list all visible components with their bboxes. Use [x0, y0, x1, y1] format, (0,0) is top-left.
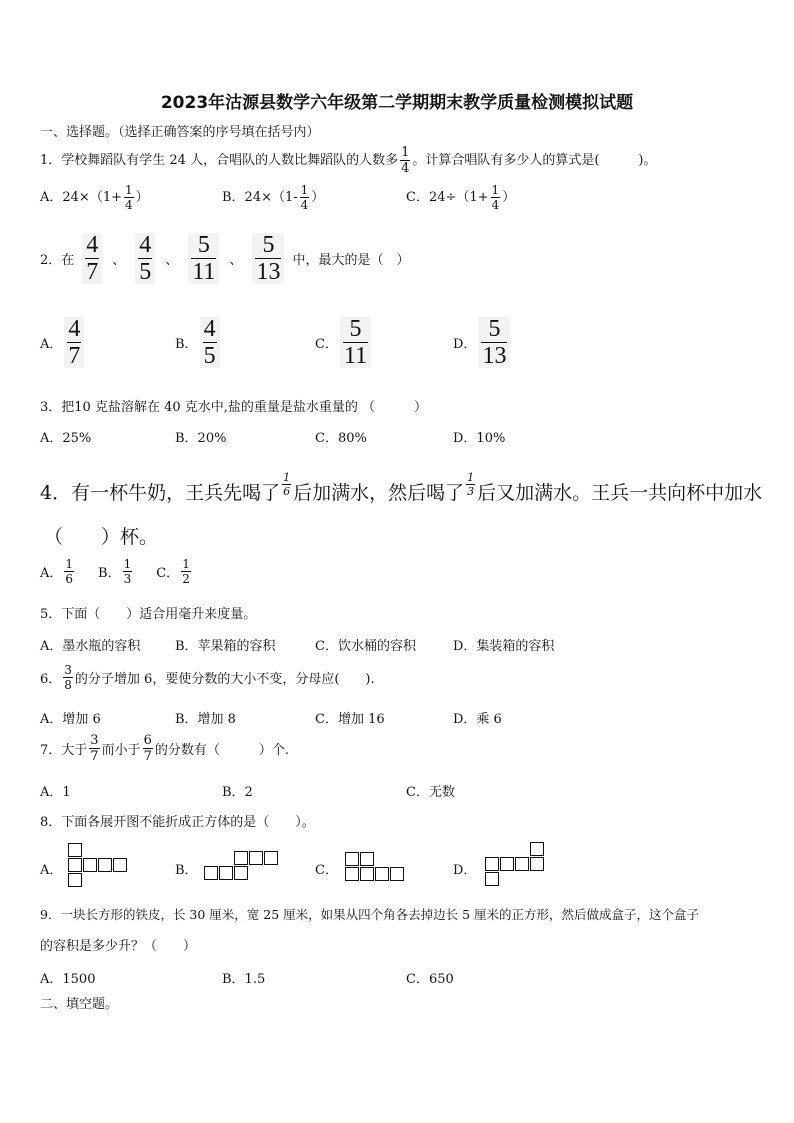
question-2: 2．在 $\frac{4}{7}$ 、 $\frac{4}{5}$ 、 $\frac{5}{11}$ 、 $\frac{5}{13}$ 中，最大的是（ ） [40, 232, 410, 285]
q8-label-c: C． [315, 863, 338, 878]
question-5: 5．下面（ ）适合用毫升来度量。 [40, 607, 257, 622]
q3-option-c: C．80% [315, 431, 367, 446]
section-1-heading: 一、选择题。（选择正确答案的序号填在括号内） [40, 125, 320, 140]
q1-option-c: C．24÷（1+ $\frac{1}{4}$ ） [406, 183, 516, 212]
q4-option-a: A． $\frac{1}{6}$ [40, 557, 74, 586]
q1-fraction: $\frac{1}{4}$ [401, 145, 410, 176]
q5-option-a: A．墨水瓶的容积 [40, 639, 141, 654]
q2-option-c: C． $\frac{5}{11}$ [315, 317, 373, 368]
q8-label-d: D． [453, 863, 477, 878]
q6-option-a: A．增加 6 [40, 712, 101, 727]
q7-option-b: B．2 [222, 785, 253, 800]
q4-option-c: C． $\frac{1}{2}$ [156, 557, 190, 586]
question-9: 9．一块长方形的铁皮，长 30 厘米，宽 25 厘米，如果从四个角各去掉边长 5 厘米的正方形，然后做成盒子，这个盒子 [40, 907, 700, 922]
question-7: 7．大于 $\frac{3}{7}$ 而小于 $\frac{6}{7}$ 的分数有（ ）个. [40, 733, 289, 764]
q5-option-b: B．苹果箱的容积 [175, 639, 276, 654]
q3-option-b: B．20% [175, 431, 227, 446]
q2-option-a: A． $\frac{4}{7}$ [40, 317, 86, 368]
q8-label-b: B． [175, 863, 198, 878]
q5-option-c: C．饮水桶的容积 [315, 639, 416, 654]
q6-option-d: D．乘 6 [453, 712, 502, 727]
question-9-line2: 的容积是多少升？（ ） [40, 939, 197, 954]
q9-option-b: B．1.5 [222, 972, 266, 987]
q9-option-a: A．1500 [40, 972, 96, 987]
q2-option-d: D． $\frac{5}{13}$ [453, 317, 512, 368]
q1-option-a: A．24×（1+ $\frac{1}{4}$ ） [40, 183, 149, 212]
question-8: 8．下面各展开图不能折成正方体的是（ ）。 [40, 815, 315, 830]
q1-stem-post: 。计算合唱队有多少人的算式是( )。 [412, 153, 657, 168]
q6-option-b: B．增加 8 [175, 712, 236, 727]
q3-option-d: D．10% [453, 431, 506, 446]
q9-option-c: C．650 [406, 972, 454, 987]
question-3: 3．把10 克盐溶解在 40 克水中,盐的重量是盐水重量的 （ ） [40, 400, 428, 415]
q5-option-d: D．集装箱的容积 [453, 639, 555, 654]
section-2-heading: 二、填空题。 [40, 997, 119, 1012]
question-4: 4．有一杯牛奶，王兵先喝了 $\frac{1}{6}$ 后加满水，然后喝了 $\frac{1}{3}$ 后又加满水。王兵一共向杯中加水 [40, 471, 763, 504]
q8-label-a: A． [40, 863, 63, 878]
q1-stem-pre: 1．学校舞蹈队有学生 24 人，合唱队的人数比舞蹈队的人数多 [40, 153, 399, 168]
q1-option-b: B．24×（1- $\frac{1}{4}$ ） [222, 183, 325, 212]
q4-options [40, 558, 193, 585]
question-1 [40, 146, 657, 175]
q2-option-b: B． $\frac{4}{5}$ [175, 317, 222, 368]
q7-option-a: A．1 [40, 785, 71, 800]
q6-option-c: C．增加 16 [315, 712, 385, 727]
q3-option-a: A．25% [40, 431, 92, 446]
question-4-line2: （ ）杯。 [44, 526, 159, 548]
question-6: 6． $\frac{3}{8}$ 的分子增加 6，要使分数的大小不变，分母应( ). [40, 663, 375, 692]
page-title: 2023年沽源县数学六年级第二学期期末教学质量检测模拟试题 [160, 93, 634, 113]
q4-option-b: B． $\frac{1}{3}$ [98, 557, 132, 586]
q7-option-c: C．无数 [406, 785, 455, 800]
